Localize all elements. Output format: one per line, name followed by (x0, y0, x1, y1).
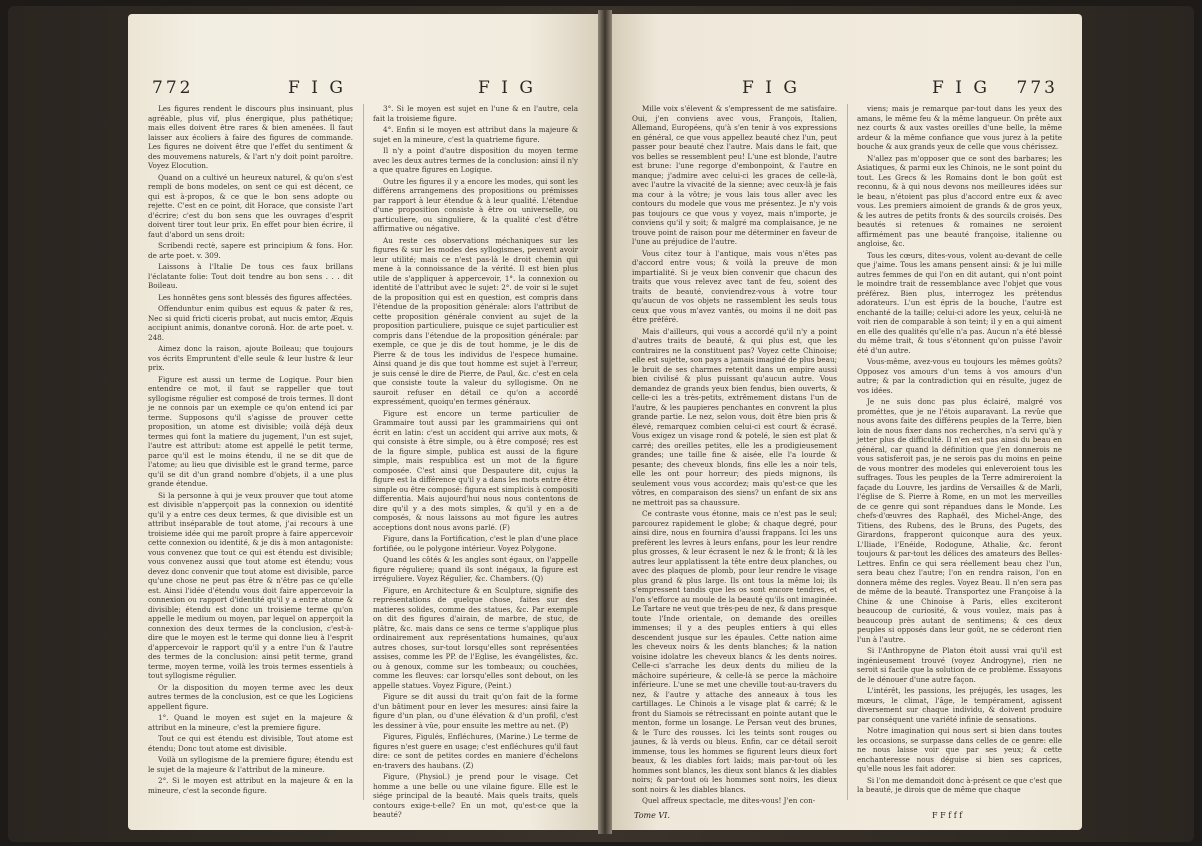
paragraph: Ce contraste vous étonne, mais ce n'est pas le seul; parcourez rapidement le globe; & chaque degré, pour ainsi dire, nous en fournira d'aussi frappans. Ici les uns prefèrent les levres à leurs enfans, pour les leur rendre plus grosses, & leur écrasent le nez & le front; & là les autres leur applatissent la tête entre deux planches, ou avec des plaques de plomb, pour leur rendre le visage plus grand & plus large. Ils ont tous la même loi; ils s'empressent tandis que les os sont encore tendres, et l'on s'efforce au moule de la beauté qu'ils ont imaginée. Le Tartare ne veut que très-peu de nez, & dans presque toute l'Inde orientale, on demande des oreilles immenses; il y a des peuples entiers à qui elles descendent jusque sur les épaules. Cette nation aime les cheveux noirs & les dents blanches; & la nation voisine idolatre les cheveux blancs & les dents noires. Celle-ci s'arrache les deux dents du milieu de la mâchoire supérieure, & celle-là se perce la mâchoire inférieure. L'une se met une cheville tout-au-travers du nez, & l'autre y attache des anneaux à tous les cartillages. Le Chinois a le visage plat & carré; & le front du Siamois se rétrecissant en pointe autant que le menton, forme un losange. Le Persan veut des brunes, & le Turc des rousses. Ici les teints sont rouges ou jaunes, & là verds ou bleus. Enfin, car ce détail seroit immense, tous les hommes se figurent leurs dieux fort beaux, & les diables fort laids; mais par-tout où les hommes sont blancs, les dieux sont blancs & les diables noirs; & par-tout où les hommes sont noirs, les dieux sont noirs & les diables blancs. (632, 509, 837, 794)
running-title-2: F I G (478, 78, 536, 98)
paragraph: 1°. Quand le moyen est sujet en la majeure & attribut en la mineure, c'est la premiere figure. (148, 713, 353, 732)
left-column-1 (148, 104, 353, 800)
right-running-head (632, 78, 1062, 102)
paragraph: Figure, en Architecture & en Sculpture, signifie des représentations de quelque chose, faites sur des matieres solides, comme des statues, &c. Par exemple on dit des figures d'airain, de marbre, de stuc, de plâtre, &c. mais dans ce sens ce terme s'applique plus ordinairement aux représentations humaines, qu'aux autres choses, sur-tout lorsqu'elles sont représentées assises, comme les PP. de l'Eglise, les évangélistes, &c. ou à genoux, comme sur les tombeaux; ou couchées, comme les fleuves: car lorsqu'elles sont debout, on les appelle statues. Voyez Figure, (Peint.) (373, 585, 578, 690)
right-column-2 (857, 104, 1062, 800)
paragraph: viens; mais je remarque par-tout dans les yeux des amans, le même feu & la même langueur. On prête aux nez courts & aux vastes oreilles d'une belle, la même ardeur & la même confiance que vous jurez à la petite bouche & aux grands yeux de celle que vous chérissez. (857, 104, 1062, 151)
paragraph: N'allez pas m'opposer que ce sont des barbares; les Asiatiques, & parmi eux les Chinois, ne le sont point du tout. Les Grecs & les Romains dont le bon goût est reconnu, & à qui nous devons nos meilleures idées sur le beau, n'étoient pas plus d'accord entre eux & avec vous. Les premiers aimoient de grands & de gros yeux, & les autres de petits fronts & des sourcils croisés. Des beautés si retenues & romaines ne seroient affirmément pas une beauté françoise, italienne ou angloise, &c. (857, 153, 1062, 248)
right-text-columns (632, 104, 1062, 805)
page-number: 772 (152, 78, 194, 98)
paragraph: Aimez donc la raison, ajoute Boileau; que toujours vos écrits Empruntent d'elle seule & leur lustre & leur prix. (148, 344, 353, 372)
paragraph: Quand les côtés & les angles sont égaux, on l'appelle figure réguliere; quand ils sont inégaux, la figure est irréguliere. Voyez Régulier, &c. Chambers. (Q) (373, 555, 578, 583)
paragraph: Il n'y a point d'autre disposition du moyen terme avec les deux autres termes de la conclusion: ainsi il n'y a que quatre figures en Logique. (373, 146, 578, 174)
paragraph: Vous-même, avez-vous eu toujours les mêmes goûts? Opposez vos amours d'un tems à vos amours d'un autre; & par la contradiction qui en résulte, jugez de vos idées. (857, 357, 1062, 395)
paragraph: Figure est encore un terme particulier de Grammaire tout aussi par les grammairiens qui ont écrit en latin: c'est un accident qui arrive aux mots, & qui consiste à être simple, ou à être composé; res est de la figure simple, publica est aussi de la figure simple, mais respublica est un mot de la figure composée. C'est ainsi que Despautere dit, cujus la figure est la différence qu'il y a dans les mots entre être simple ou être composé: figura est simplicis à compositi differentia. Mais aujourd'hui nous nous contentons de dire qu'il y a des mots simples, & qu'il y en a de composés, & nous laissons au mot figure les autres acceptions dont nous avons parlé. (F) (373, 408, 578, 532)
left-running-head (148, 78, 578, 102)
paragraph: Je ne suis donc pas plus éclairé, malgré vos prométtes, que je ne l'étois auparavant. La revûe que nous avons faite des différens peuples de la Terre, bien loin de nous fixer dans nos recherches, n'a servi qu'à y jetter plus de difficulté. Il n'en est pas ainsi du beau en général, car quand la définition que j'en donnerois ne vous satisferoit pas, je ne serois pas du moins en peine de vous montrer des modeles qui enleveroient tous les suffrages. Tous les peuples de la Terre admireroient la façade du Louvre, les jardins de Versailles & de Marli, l'église de S. Pierre à Rome, en un mot les merveilles de ce genre qui sont répandues dans le Monde. Les chefs-d'œuvres des Raphaël, des Michel-Ange, des Titiens, des Rubens, des le Bruns, des Pugets, des Girardons, frapperont quiconque aura des yeux. L'Iliade, l'Enéide, Rodogune, Athalie, &c. feront toujours & par-tout les délices des amateurs des Belles-Lettres. Enfin ce qui sera réellement beau chez l'un, sera beau chez l'autre; l'on en rendra raison, l'on en donnera même des regles. Voyez Beau. Il n'en sera pas de même de la beauté. Transportez une Françoise à la Chine & une Chinoise à Paris, elles exciteront beaucoup de curiosité, & vous voulez, mais pas à beaucoup près autant de sentimens; & ces deux peuples si opposés dans leur goût, ne se céderont rien l'un à l'autre. (857, 397, 1062, 644)
paragraph: Figure est aussi un terme de Logique. Pour bien entendre ce mot, il faut se rappeller que tout syllogisme régulier est composé de trois termes. Il dont je ne connois par un exemple ce qu'on entend ici par terme. Supposons qu'il s'agisse de prouver cette proposition, un atome est divisible; voilà déjà deux termes qui font la matiere du jugement, l'un est sujet, l'autre est attribut: atome est appellé le petit terme, parce qu'il est le moins étendu, il ne se dit que de l'atome; au lieu que divisible est le grand terme, parce qu'il se dit d'un grand nombre d'objets, il a une plus grande étendue. (148, 374, 353, 488)
volume-signature: Tome VI. (634, 811, 670, 820)
paragraph: Laissons à l'Italie De tous ces faux brillans l'éclatante folie: Tout doit tendre au bon sens . . . dit Boileau. (148, 262, 353, 290)
book-gutter (598, 10, 612, 834)
paragraph: Figure se dit aussi du trait qu'on fait de la forme d'un bâtiment pour en lever les mesures: ainsi faire la figure d'un plan, ou d'une élévation & d'un profil, c'est les dessiner à vûe, pour ensuite les mettre au net. (P) (373, 692, 578, 730)
paragraph: 4°. Enfin si le moyen est attribut dans la majeure & sujet en la mineure, c'est la quatrieme figure. (373, 125, 578, 144)
paragraph: Les figures rendent le discours plus insinuant, plus agréable, plus vif, plus énergique, plus pathétique; mais elles doivent être rares & bien amenées. Il faut laisser aux écoliers à faire des figures de commande. Les figures ne doivent être que l'effet du sentiment & des mouvemens naturels, & l'art n'y doit point paroître. Voyez Elocution. (148, 104, 353, 170)
paragraph: Tout ce qui est étendu est divisible, Tout atome est étendu; Donc tout atome est divisible. (148, 734, 353, 753)
paragraph: Scribendi rectè, sapere est principium & fons. Hor. de arte poet. v. 309. (148, 241, 353, 260)
column-rule (847, 104, 848, 800)
paragraph: Mais d'ailleurs, qui vous a accordé qu'il n'y a point d'autres traits de beauté, & qui plus est, que les contraires ne la constituent pas? Voyez cette Chinoise; elle est sujette, son pays a jamais imaginé de plus beau; le bruit de ses charmes retentit dans un empire aussi bien civilisé & plus puissant qu'aucun autre. Vous demandez de grands yeux bien fendus, bien ouverts, & celle-ci les a très-petits, extrêmement distans l'un de l'autre, & les paupieres penchantes en convrent la plus grande partie. Le nez, selon vous, doit être bien pris & élevé, remarquez combien celui-ci est court & écrasé. Vous exigez un visage rond & potelé, le sien est plat & carré; des oreilles petites, elle les a prodigieusement grandes; une taille fine & aisée, elle l'a lourde & pesante; des cheveux blonds, fins elle les a noir tels, elle les ont pour horreur; des pieds mignons, ils seulement vous vous accordez; mais qu'est-ce que les vôtres, en comparaison des siens? un enfant de six ans ne mettroit pas sa chaussure. (632, 326, 837, 507)
paragraph: L'intérêt, les passions, les préjugés, les usages, les mœurs, le climat, l'âge, le tempérament, agissent diversement sur chaque individu, & doivent produire par conséquent une variété infinie de sensations. (857, 686, 1062, 724)
paragraph: Figures, Figulés, Enfléchures, (Marine.) Le terme de figures n'est guere en usage; c'est enfléchures qu'il faut dire: ce sont de petites cordes en maniere d'échelons en-travers des haubans. (Z) (373, 732, 578, 770)
paragraph: Or la disposition du moyen terme avec les deux autres termes de la conclusion, est ce que les Logiciens appellent figure. (148, 682, 353, 711)
paragraph: Notre imagination qui nous sert si bien dans toutes les occasions, se surpasse dans celles de ce genre: elle ne nous laisse voir que par ses yeux; & cette enchanteresse nous déguise si bien ses caprices, qu'elle nous les fait adorer. (857, 726, 1062, 773)
paragraph: Les honnêtes gens sont blessés des figures affectées. (158, 292, 353, 302)
column-rule (363, 104, 364, 800)
paragraph: Si l'Anthropyne de Platon étoit aussi vrai qu'il est ingénieusement trouvé (voyez Androgyne), rien ne seroit si facile que la solution de ce problème. Essayons de le dénouer d'une autre façon. (857, 646, 1062, 684)
paragraph: 2°. Si le moyen est attribut en la majeure & en la mineure, c'est la seconde figure. (148, 776, 353, 795)
paragraph: Voilà un syllogisme de la premiere figure; étendu est le sujet de la majeure & l'attribut de la mineure. (148, 755, 353, 774)
paragraph: Si la personne à qui je veux prouver que tout atome est divisible n'apperçoit pas la connexion ou identité qu'il y a entre ces deux termes, & que divisible est un attribut inséparable de tout atome, j'ai recours à une troisieme idée qui me paroît propre à faire appercevoir cette connexion ou identité, & je dis à mon antagoniste: vous convenez que tout ce qui est étendu est divisible; vous convenez aussi que tout atome est étendu; vous devez donc convenir que tout atome est divisible, parce qu'une chose ne peut pas être & n'être pas ce qu'elle est. Ainsi l'idée d'étendu vous doit faire appercevoir la connexion ou rapport d'identité qu'il y a entre atome & divisible; étendu est donc un troisieme terme qu'on appelle le medium ou moyen, par lequel on apperçoit la connexion des deux termes de la conclusion, c'est-à-dire que le moyen est le terme qui donne lieu à l'esprit d'appercevoir le rapport qu'il y a entre l'un & l'autre des termes de la conclusion: ainsi petit terme, grand terme, moyen terme, voilà les trois termes essentiels à tout syllogisme régulier. (148, 490, 353, 680)
paragraph: Figure, dans la Fortification, c'est le plan d'une place fortifiée, ou le polygone intérieur. Voyez Polygone. (373, 534, 578, 553)
paragraph: Figure, (Physiol.) je prend pour le visage. Cet homme a une belle ou une vilaine figure. Elle est le siége principal de la beauté. Mais quels traits, quels contours exige-t-elle? En un mot, qu'est-ce que la beauté? (373, 772, 578, 819)
running-title-2: F I G (932, 78, 990, 98)
left-page (128, 14, 598, 830)
paragraph: Vous citez tour à l'antique, mais vous n'êtes pas d'accord entre vous; & voilà la preuve de mon impartialité. Si je veux bien convenir que chacun des traits que vous relevez avec tant de feu, soient des traits de beauté, conviendrez-vous à votre tour qu'aucun de vos objets ne rassemblent les seuls tous ceux que vous m'avez vantés, ou moins il ne doit pas être préféré. (632, 248, 837, 324)
paragraph: 3°. Si le moyen est sujet en l'une & en l'autre, cela fait la troisieme figure. (373, 104, 578, 123)
paragraph: Tous les cœurs, dites-vous, volent au-devant de celle que j'aime. Tous les amans pensent ainsi: & je lui mille autres femmes de qui l'on en dit autant, qui n'ont point le moindre trait de ressemblance avec l'objet que vous préférez. Bien plus, interrogez les prétendus adorateurs. L'un est épris de la bouche, l'autre est enchanté de la taille; celui-ci adore les yeux, celui-là ne voit rien de comparable à son teint; il y en a qui aiment en elle des qualités qu'elle n'a pas. Aucun n'a été blessé du même trait, & tous s'étonnent qu'on puisse l'avoir été d'un autre. (857, 250, 1062, 355)
paragraph: Au reste ces observations méchaniques sur les figures & sur les modes des syllogismes, peuvent avoir leur utilité; mais ce n'est pas-là le droit chemin qui mene à la connoissance de la vérité. Il est bien plus utile de s'appliquer à appercevoir, 1°. la connexion ou identité de l'attribut avec le sujet: 2°. de voir si le sujet de la proposition qui est en question, est compris dans l'étendue de la proposition générale: alors l'attribut de cette proposition générale convient au sujet de la proposition particuliere, puisque ce sujet particulier est compris dans l'étendue de la proposition générale: par exemple, ce que je dis de tout homme, je le dis de Pierre & de tous les individus de l'espece humaine. Ainsi quand je dis que tout homme est sujet à l'erreur, je suis censé le dire de Pierre, de Paul, &c. c'est en cela que consiste toute la valeur du syllogisme. On ne sauroit refuser en détail ce qu'on a accordé expressément, quoiqu'en termes généraux. (373, 235, 578, 406)
paragraph: Offenduntur enim quibus est equus & pater & res, Nec si quid fricti ciceris probat, aut nucis emtor, Æquis accipiunt animis, donantve coronâ. Hor. de arte poet. v. 248. (148, 304, 353, 342)
page-number: 773 (1016, 78, 1058, 98)
paragraph: Quel affreux spectacle, me dites-vous! J'en con- (642, 796, 816, 805)
left-column-2 (373, 104, 578, 819)
paragraph: Quand on a cultivé un heureux naturel, & qu'on s'est rempli de bons modeles, on sent ce qui est décent, ce qui est à-propos, & ce que le bon sens adopte ou rejette. C'est en ce point, dit Horace, que consiste l'art d'écrire; c'est du bon sens que les ouvrages d'esprit doivent tirer tout leur prix. En effet pour bien écrire, il faut d'abord un sens droit: (148, 172, 353, 239)
paragraph: Mille voix s'élevent & s'empressent de me satisfaire. Oui, j'en conviens avec vous, François, Italien, Allemand, Européens, qu'à s'en tenir à vos expressions en général, ce que vous appellez beauté chez l'un, peut passer pour beauté chez l'autre. Mais dans le fait, que vos belles se ressemblent peu! L'une est blonde, l'autre est brune: l'une regorge d'embonpoint, & l'autre en manque; j'admire avec celui-ci les graces de celle-là, avec l'autre la vivacité de la sienne; avec ceux-là je fais ma cour à la vôtre; je vous lais tous aller avec les contours du modele que vous me présentez. Je n'y vois pas toujours ce que vous y voyez, mais n'importe, je conviens qu'il y soit; & malgré ma complaisance, je ne trouve point de raison pour me déterminer en faveur de l'une au préjudice de l'autre. (632, 104, 837, 246)
running-title: F I G (742, 78, 800, 98)
right-page (612, 14, 1082, 830)
running-title: F I G (288, 78, 346, 98)
paragraph: Outre les figures il y a encore les modes, qui sont les différens arrangemens des propositions ou prémisses par rapport à leur étendue & à leur qualité. L'étendue d'une proposition consiste à être ou universelle, ou particuliere, ou singuliere, & la qualité c'est d'être affirmative ou négative. (373, 176, 578, 233)
catchword: F F f f f (932, 811, 963, 820)
right-column-1 (632, 104, 837, 805)
left-text-columns (148, 104, 578, 819)
paragraph: Si l'on me demandoit donc à-présent ce que c'est que la beauté, je dirois que de même que chaque (857, 775, 1062, 794)
